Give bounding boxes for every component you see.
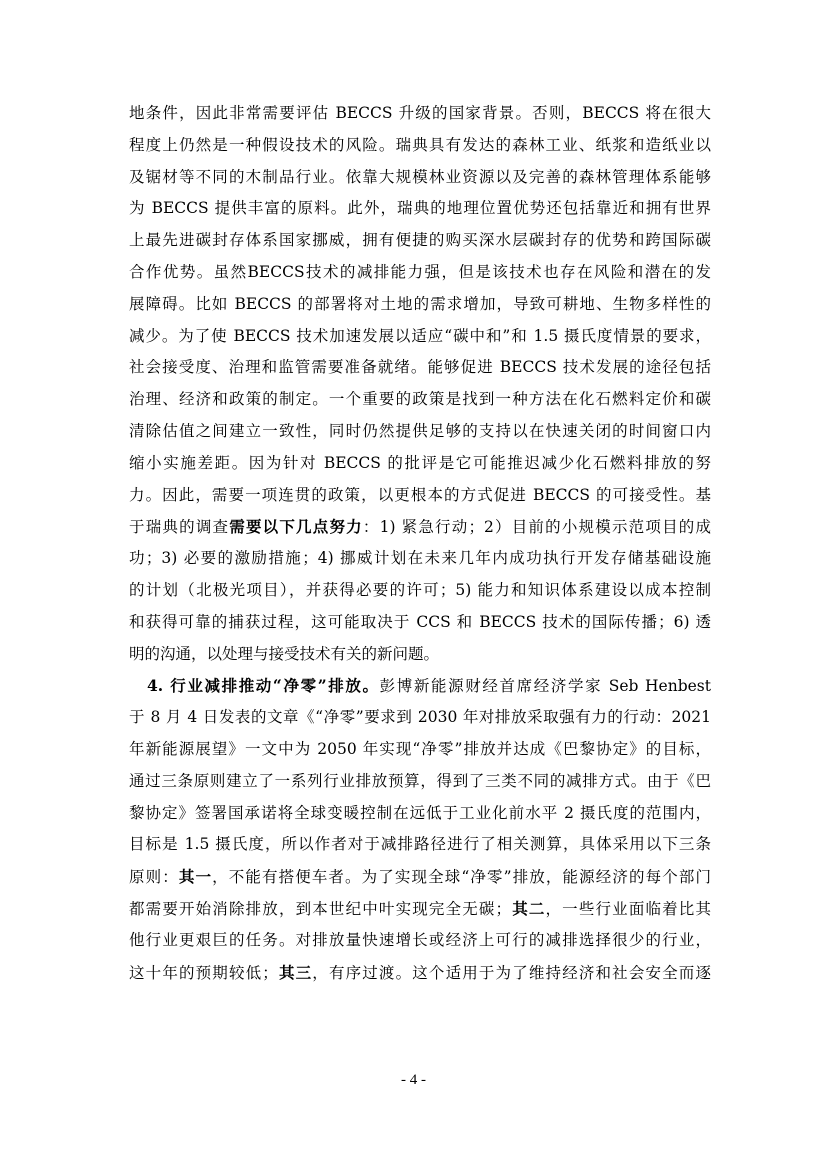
text-run: 原则：: [129, 868, 179, 887]
text-line: 及锯材等不同的木制品行业。依靠大规模林业资源以及完善的森林管理体系能够: [129, 167, 711, 186]
text-line: 黎协定》签署国承诺将全球变暖控制在远低于工业化前水平 2 摄氏度的范围内，: [129, 803, 711, 822]
text-line: 展障碍。比如 BECCS 的部署将对土地的需求增加，导致可耕地、生物多样性的: [129, 294, 711, 313]
text-run: 彭博新能源财经首席经济学家 Seb Henbest: [379, 677, 711, 696]
text-run: ，一些行业面临着比其: [545, 899, 711, 918]
text-line: 清除估值之间建立一致性，同时仍然提供足够的支持以在快速关闭的时间窗口内: [129, 421, 711, 440]
body-text: [129, 98, 711, 988]
bold-text: 其一: [178, 867, 213, 887]
text-line: [129, 893, 711, 925]
text-run: ：1) 紧急行动；2）目前的小规模示范项目的成: [362, 518, 711, 537]
bold-text: 其二: [511, 898, 546, 918]
text-run: 这十年的预期较低；: [129, 963, 278, 982]
text-line: [129, 957, 711, 989]
text-line: 目标是 1.5 摄氏度，所以作者对于减排路径进行了相关测算，具体采用以下三条: [129, 835, 711, 854]
text-line: 为 BECCS 提供丰富的原料。此外，瑞典的地理位置优势还包括靠近和拥有世界: [129, 199, 711, 218]
text-line: [129, 670, 711, 702]
text-line: 合作优势。虽然BECCS技术的减排能力强，但是该技术也存在风险和潜在的发: [129, 262, 711, 281]
text-line: 和获得可靠的捕获过程，这可能取决于 CCS 和 BECCS 技术的国际传播；6) 透: [129, 612, 711, 631]
bold-text: 需要以下几点努力: [229, 517, 363, 537]
text-line: 的计划（北极光项目），并获得必要的许可；5) 能力和知识体系建设以成本控制: [129, 580, 711, 599]
paragraph-beccs: [129, 98, 711, 670]
text-run: 于瑞典的调查: [129, 518, 230, 537]
page-number: - 4 -: [401, 1072, 426, 1088]
bold-text: 其三: [277, 962, 313, 982]
text-line: 通过三条原则建立了一系列行业排放预算，得到了三类不同的减排方式。由于《巴: [129, 771, 711, 790]
text-line: 缩小实施差距。因为针对 BECCS 的批评是它可能推迟减少化石燃料排放的努: [129, 453, 711, 472]
text-line: 功；3) 必要的激励措施；4) 挪威计划在未来几年内成功执行开发存储基础设施: [129, 549, 711, 568]
text-run: ，不能有搭便车者。为了实现全球“净零”排放，能源经济的每个部门: [212, 868, 711, 887]
text-line: 明的沟通，以处理与接受技术有关的新问题。: [129, 644, 440, 663]
text-line: [129, 861, 711, 893]
text-line: 年新能源展望》一文中为 2050 年实现“净零”排放并达成《巴黎协定》的目标，: [129, 739, 711, 758]
paragraph-industry-emissions: [129, 670, 711, 988]
text-run: ，有序过渡。这个适用于为了维持经济和社会安全而逐: [312, 963, 711, 982]
section-heading: 4. 行业减排推动“净零”排放。: [147, 676, 380, 696]
text-line: 地条件，因此非常需要评估 BECCS 升级的国家背景。否则，BECCS 将在很大: [129, 104, 711, 122]
text-line: [129, 511, 711, 543]
text-line: 于 8 月 4 日发表的文章《“净零”要求到 2030 年对排放采取强有力的行动：2021: [129, 708, 711, 727]
text-line: 治理、经济和政策的制定。一个重要的政策是找到一种方法在化石燃料定价和碳: [129, 390, 711, 409]
text-line: 程度上仍然是一种假设技术的风险。瑞典具有发达的森林工业、纸浆和造纸业以: [129, 135, 711, 154]
text-line: 他行业更艰巨的任务。对排放量快速增长或经济上可行的减排选择很少的行业，: [129, 930, 711, 949]
text-line: 社会接受度、治理和监管需要准备就绪。能够促进 BECCS 技术发展的途径包括: [129, 358, 711, 377]
text-line: 上最先进碳封存体系国家挪威，拥有便捷的购买深水层碳封存的优势和跨国际碳: [129, 231, 711, 250]
text-run: 都需要开始消除排放，到本世纪中叶实现完全无碳；: [129, 899, 512, 918]
text-line: 力。因此，需要一项连贯的政策，以更根本的方式促进 BECCS 的可接受性。基: [129, 485, 711, 504]
text-line: 减少。为了使 BECCS 技术加速发展以适应“碳中和”和 1.5 摄氏度情景的要求，: [129, 326, 711, 345]
